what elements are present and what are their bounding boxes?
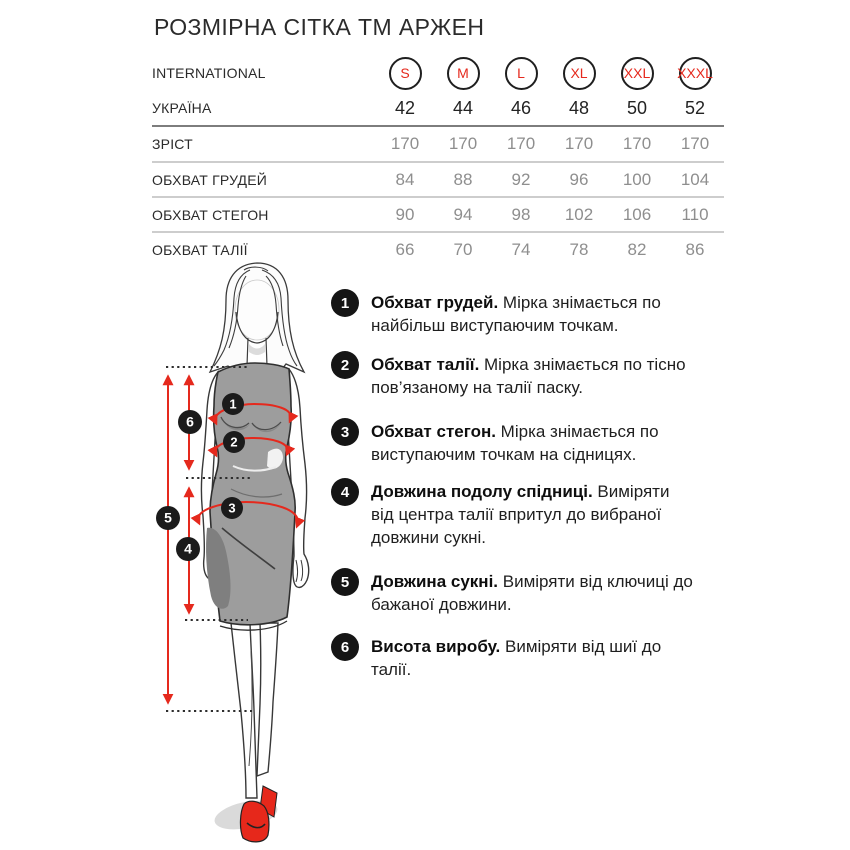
table-cell: 74: [511, 239, 531, 259]
svg-text:5: 5: [164, 509, 172, 526]
marker-badge-1: [222, 393, 244, 415]
size-badge-xxl: XXL: [621, 57, 654, 90]
size-badge-l: L: [505, 57, 538, 90]
row-label-waist: ОБХВАТ ТАЛІЇ: [152, 241, 248, 258]
table-cell: 106: [622, 204, 652, 224]
table-cell: 48: [568, 97, 590, 118]
svg-text:3: 3: [228, 500, 236, 516]
size-badge-s: S: [389, 57, 422, 90]
guide-item-title: Обхват грудей.: [371, 293, 499, 312]
row-label-international: INTERNATIONAL: [152, 65, 266, 81]
guide-number-badge: 6: [331, 633, 359, 661]
guide-item-text: [371, 353, 693, 399]
guide-item-description: Мірка знімається по найбільш виступаючим точкам.: [371, 293, 661, 335]
guide-item-title: Довжина подолу спідниці.: [371, 482, 593, 501]
table-cell: 90: [395, 204, 415, 224]
marker-badge-3: [221, 497, 243, 519]
table-cell: 110: [681, 204, 709, 224]
marker-badge-5: [156, 506, 180, 530]
guide-item-description: Мірка знімається по тісно пов’язаному на талії паску.: [371, 355, 686, 397]
measurement-guide: [331, 258, 741, 833]
table-cell: 46: [510, 97, 532, 118]
table-cell: 70: [453, 239, 473, 259]
svg-text:6: 6: [186, 413, 194, 430]
table-cell: 44: [452, 97, 474, 118]
table-cell: 100: [622, 169, 652, 189]
table-cell: 104: [680, 169, 710, 189]
table-cell: 78: [569, 239, 589, 259]
guide-number-badge: 3: [331, 418, 359, 446]
svg-text:4: 4: [184, 540, 192, 557]
guide-item-description: Мірка знімається по виступаючим точкам на сідницях.: [371, 422, 659, 464]
table-cell: 170: [506, 134, 536, 153]
table-row-height: [152, 127, 724, 161]
guide-item-description: Виміряти від центра талії впритул до вибраної довжини сукні.: [371, 482, 670, 547]
table-cell: 102: [564, 204, 594, 224]
table-cell: 92: [511, 169, 531, 189]
marker-badge-6: [178, 410, 202, 434]
size-badge-xxxl: XXXL: [679, 57, 712, 90]
table-cell: 170: [622, 134, 652, 153]
guide-number-badge: 4: [331, 478, 359, 506]
guide-item-title: Обхват талії.: [371, 355, 480, 374]
table-cell: 98: [511, 204, 531, 224]
table-cell: 170: [564, 134, 594, 153]
row-label-bust: ОБХВАТ ГРУДЕЙ: [152, 171, 268, 188]
table-cell: 170: [390, 134, 420, 153]
guide-item-description: Виміряти від ключиці до бажаної довжини.: [371, 572, 693, 614]
table-cell: 50: [626, 97, 648, 118]
guide-number-badge: 1: [331, 289, 359, 317]
guide-item-title: Обхват стегон.: [371, 422, 496, 441]
table-row-ukraine: [152, 91, 724, 125]
table-cell: 170: [680, 134, 710, 153]
table-row-hips: [152, 198, 724, 231]
table-cell: 88: [453, 169, 473, 189]
guide-number-badge: 2: [331, 351, 359, 379]
guide-number-badge: 5: [331, 568, 359, 596]
table-row-bust: [152, 163, 724, 196]
page-title: РОЗМІРНА СІТКА ТМ АРЖЕН: [154, 14, 485, 40]
guide-item-text: [371, 291, 693, 337]
guide-item-text: [371, 480, 693, 549]
svg-text:2: 2: [230, 434, 238, 450]
table-row-international: [152, 55, 724, 91]
guide-item-title: Висота виробу.: [371, 637, 501, 656]
table-cell: 52: [684, 97, 706, 118]
guide-item-text: [371, 570, 693, 616]
table-cell: 170: [448, 134, 478, 153]
figure-illustration: [140, 258, 345, 850]
size-badge-m: M: [447, 57, 480, 90]
table-cell: 66: [395, 239, 415, 259]
right-leg: [257, 623, 278, 776]
marker-badge-2: [223, 431, 245, 453]
row-label-height: ЗРІСТ: [152, 136, 193, 152]
size-badge-xl: XL: [563, 57, 596, 90]
face: [235, 280, 279, 340]
guide-item-title: Довжина сукні.: [371, 572, 499, 591]
marker-badge-4: [176, 537, 200, 561]
size-table: [152, 55, 724, 266]
mannequin-sketch: [140, 258, 345, 850]
guide-item-text: [371, 635, 693, 681]
guide-item-text: [371, 420, 693, 466]
table-cell: 42: [394, 97, 416, 118]
table-cell: 86: [685, 239, 705, 259]
row-label-hips: ОБХВАТ СТЕГОН: [152, 206, 269, 223]
table-cell: 96: [569, 169, 589, 189]
table-cell: 82: [627, 239, 647, 259]
row-label-ukraine: УКРАЇНА: [152, 100, 212, 116]
table-cell: 84: [395, 169, 415, 189]
guide-item-description: Виміряти від шиї до талії.: [371, 637, 662, 679]
front-shoe: [240, 801, 269, 842]
table-cell: 94: [453, 204, 473, 224]
svg-text:1: 1: [229, 396, 237, 412]
